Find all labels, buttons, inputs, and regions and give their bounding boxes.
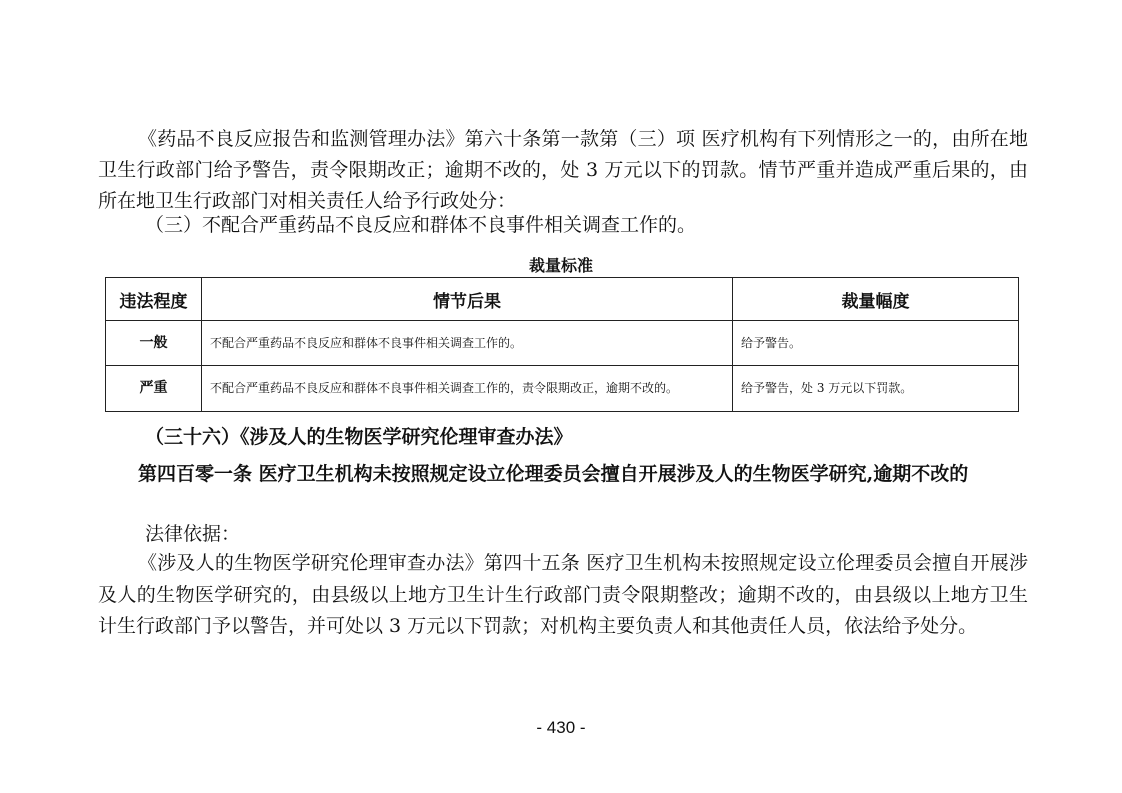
section-heading: （三十六）《涉及人的生物医学研究伦理审查办法》 [145, 426, 573, 448]
page-number: - 430 - [536, 718, 586, 737]
item-three-paragraph: （三）不配合严重药品不良反应和群体不良事件相关调查工作的。 [145, 214, 697, 236]
legal-basis-paragraph: 《药品不良反应报告和监测管理办法》第六十条第一款第（三）项 医疗机构有下列情形之一的，由所在地卫生行政部门给予警告，责令限期改正；逾期不改的，处 3 万元以下的罚款。情节严重并造成严重后果的，由所在地卫生行政部门对相关责任人给予行政处分： [98, 128, 1028, 212]
range-cell: 给予警告。 [733, 321, 1019, 366]
table-title: 裁量标准 [528, 256, 593, 275]
consequence-cell: 不配合严重药品不良反应和群体不良事件相关调查工作的。 [202, 321, 733, 366]
level-cell: 严重 [106, 366, 202, 412]
legal-basis-text: 《涉及人的生物医学研究伦理审查办法》第四十五条 医疗卫生机构未按照规定设立伦理委员会擅自开展涉及人的生物医学研究的，由县级以上地方卫生计生行政部门责令限期整改；逾期不改的，由县级以上地方卫生计生行政部门予以警告，并可处以 3 万元以下罚款；对机构主要负责人和其他责任人员，依法给予处分。 [98, 552, 1028, 637]
header-penalty-range: 裁量幅度 [733, 278, 1019, 321]
header-violation-degree: 违法程度 [106, 278, 202, 321]
legal-basis-label: 法律依据： [145, 523, 241, 545]
header-circumstances: 情节后果 [202, 278, 733, 321]
table-row [106, 321, 1019, 366]
discretion-standard-table [105, 277, 1019, 412]
level-cell: 一般 [106, 321, 202, 366]
consequence-cell: 不配合严重药品不良反应和群体不良事件相关调查工作的，责令限期改正，逾期不改的。 [202, 366, 733, 412]
range-cell: 给予警告，处 3 万元以下罚款。 [733, 366, 1019, 412]
article-title: 第四百零一条 医疗卫生机构未按照规定设立伦理委员会擅自开展涉及人的生物医学研究,逾期不改的 [138, 463, 969, 485]
table-row [106, 366, 1019, 412]
table-header-row [106, 278, 1019, 321]
